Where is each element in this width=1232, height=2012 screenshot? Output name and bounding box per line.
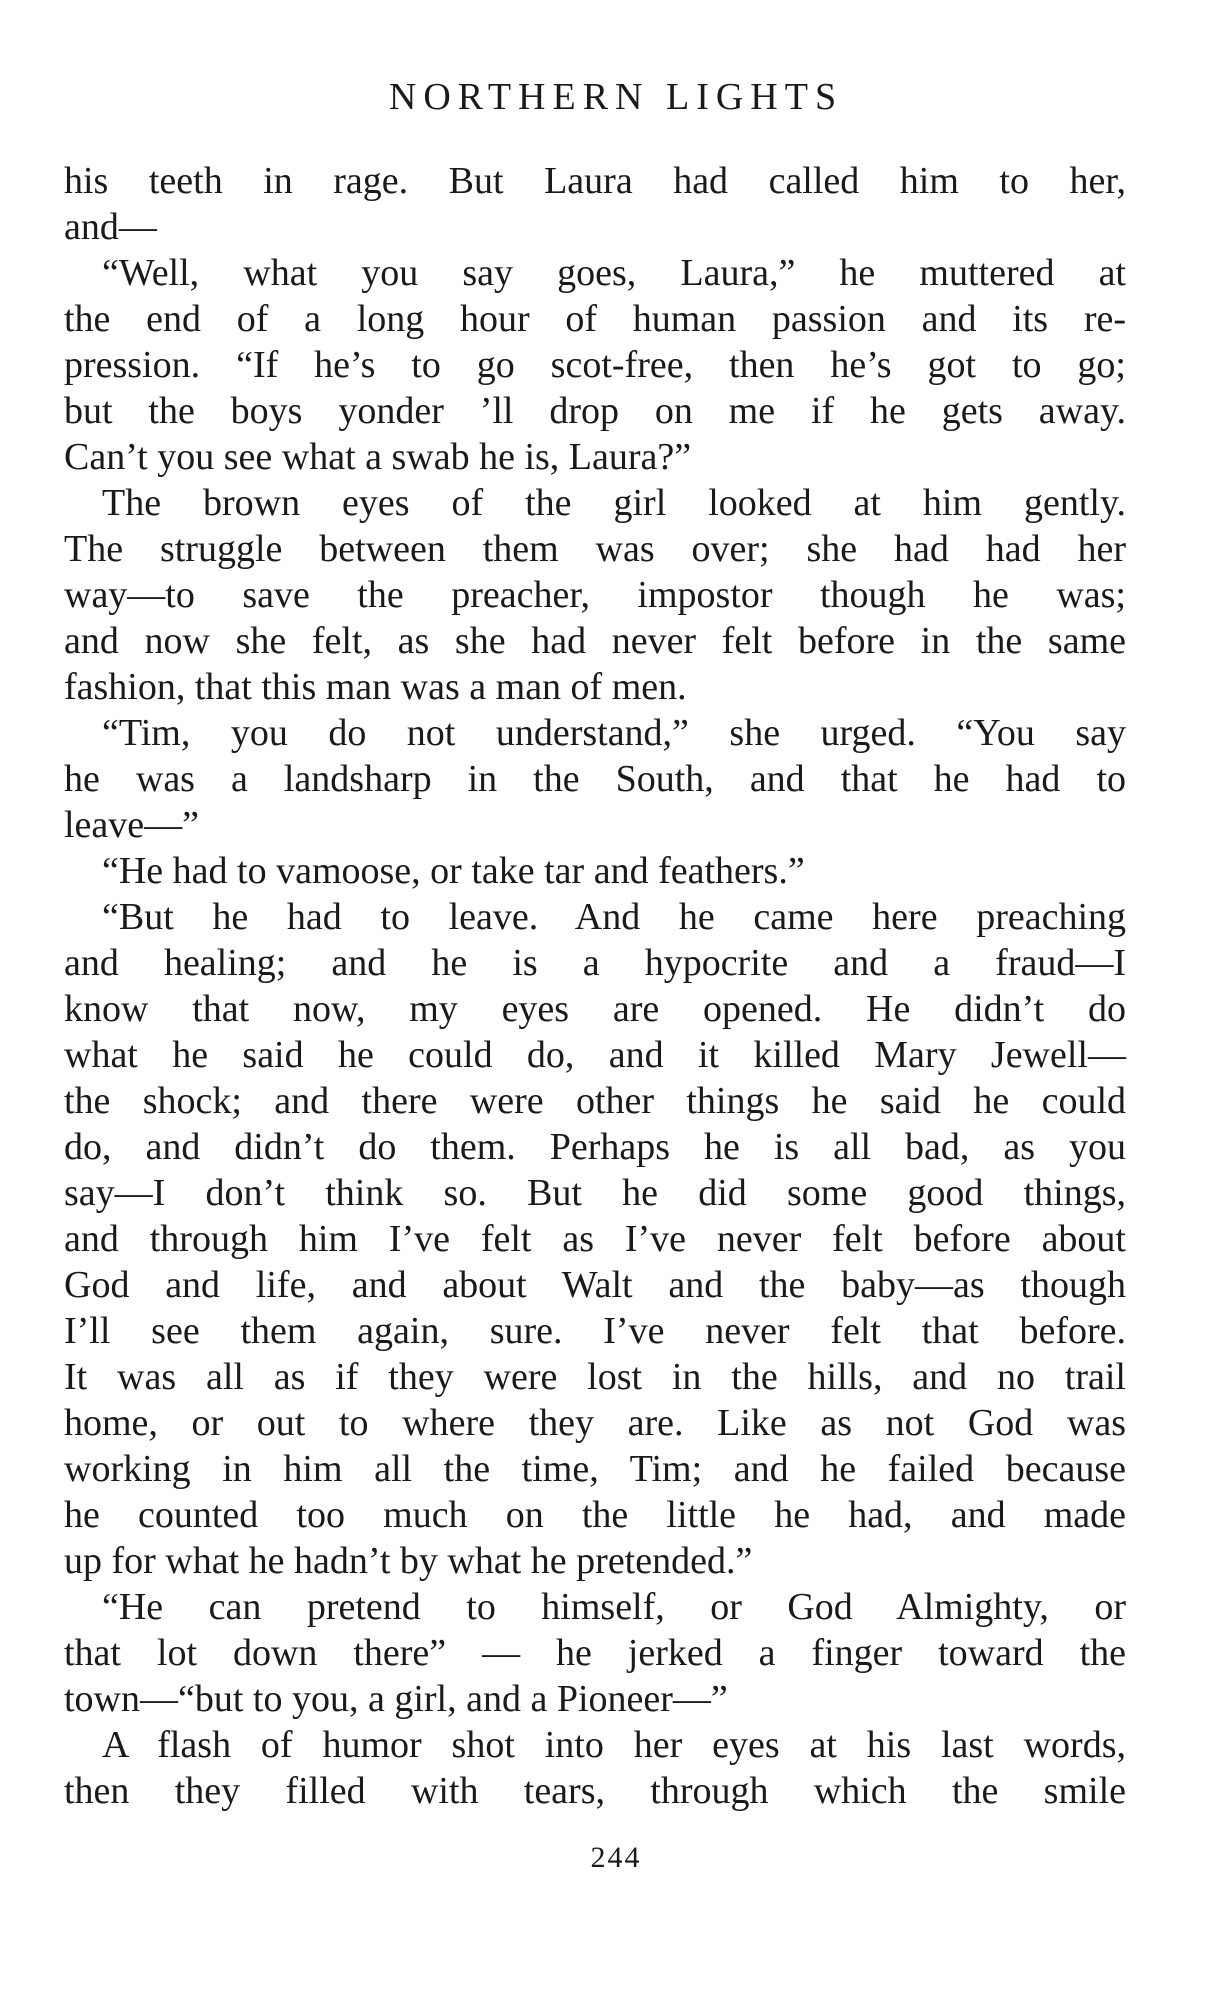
text-line: “He had to vamoose, or take tar and feathers.”	[102, 850, 805, 892]
text-line: It was all as if they were lost in the hills, and no trail	[64, 1356, 1126, 1398]
text-line: “Well, what you say goes, Laura,” he muttered at	[102, 252, 1126, 294]
text-line: that lot down there” — he jerked a finger toward the	[64, 1632, 1126, 1674]
text-line: do, and didn’t do them. Perhaps he is all bad, as you	[64, 1126, 1126, 1168]
text-line: working in him all the time, Tim; and he failed because	[64, 1448, 1126, 1490]
text-line: he counted too much on the little he had, and made	[64, 1494, 1126, 1536]
page-number: 244	[590, 1841, 642, 1874]
text-line: fashion, that this man was a man of men.	[64, 666, 687, 708]
text-line: and—	[64, 206, 157, 248]
text-line: The brown eyes of the girl looked at him gently.	[102, 482, 1126, 524]
text-line: but the boys yonder ’ll drop on me if he gets away.	[64, 390, 1126, 432]
text-line: God and life, and about Walt and the baby—as though	[64, 1264, 1126, 1306]
text-line: and now she felt, as she had never felt before in the same	[64, 620, 1126, 662]
text-line: “He can pretend to himself, or God Almighty, or	[102, 1586, 1126, 1628]
text-line: and through him I’ve felt as I’ve never felt before about	[64, 1218, 1126, 1260]
text-line: pression. “If he’s to go scot-free, then he’s got to go;	[64, 344, 1126, 386]
text-line: town—“but to you, a girl, and a Pioneer—”	[64, 1678, 728, 1720]
text-line: then they filled with tears, through which the smile	[64, 1770, 1126, 1812]
text-line: what he said he could do, and it killed Mary Jewell—	[64, 1034, 1126, 1076]
text-line: Can’t you see what a swab he is, Laura?”	[64, 436, 692, 478]
body-text	[64, 158, 1126, 1814]
text-line: the shock; and there were other things he said he could	[64, 1080, 1126, 1122]
text-line: home, or out to where they are. Like as not God was	[64, 1402, 1126, 1444]
text-line: “Tim, you do not understand,” she urged. “You say	[102, 712, 1126, 754]
text-line: way—to save the preacher, impostor though he was;	[64, 574, 1126, 616]
text-line: I’ll see them again, sure. I’ve never felt that before.	[64, 1310, 1126, 1352]
text-line: the end of a long hour of human passion and its re-	[64, 298, 1126, 340]
text-line: he was a landsharp in the South, and that he had to	[64, 758, 1126, 800]
text-line: his teeth in rage. But Laura had called him to her,	[64, 160, 1126, 202]
text-line: A flash of humor shot into her eyes at his last words,	[102, 1724, 1126, 1766]
text-line: and healing; and he is a hypocrite and a fraud—I	[64, 942, 1126, 984]
text-line: The struggle between them was over; she had had her	[64, 528, 1126, 570]
text-line: leave—”	[64, 804, 200, 846]
text-line: “But he had to leave. And he came here preaching	[102, 896, 1126, 938]
text-line: say—I don’t think so. But he did some good things,	[64, 1172, 1126, 1214]
text-line: know that now, my eyes are opened. He didn’t do	[64, 988, 1126, 1030]
running-head: NORTHERN LIGHTS	[388, 76, 844, 118]
text-line: up for what he hadn’t by what he pretended.”	[64, 1540, 753, 1582]
